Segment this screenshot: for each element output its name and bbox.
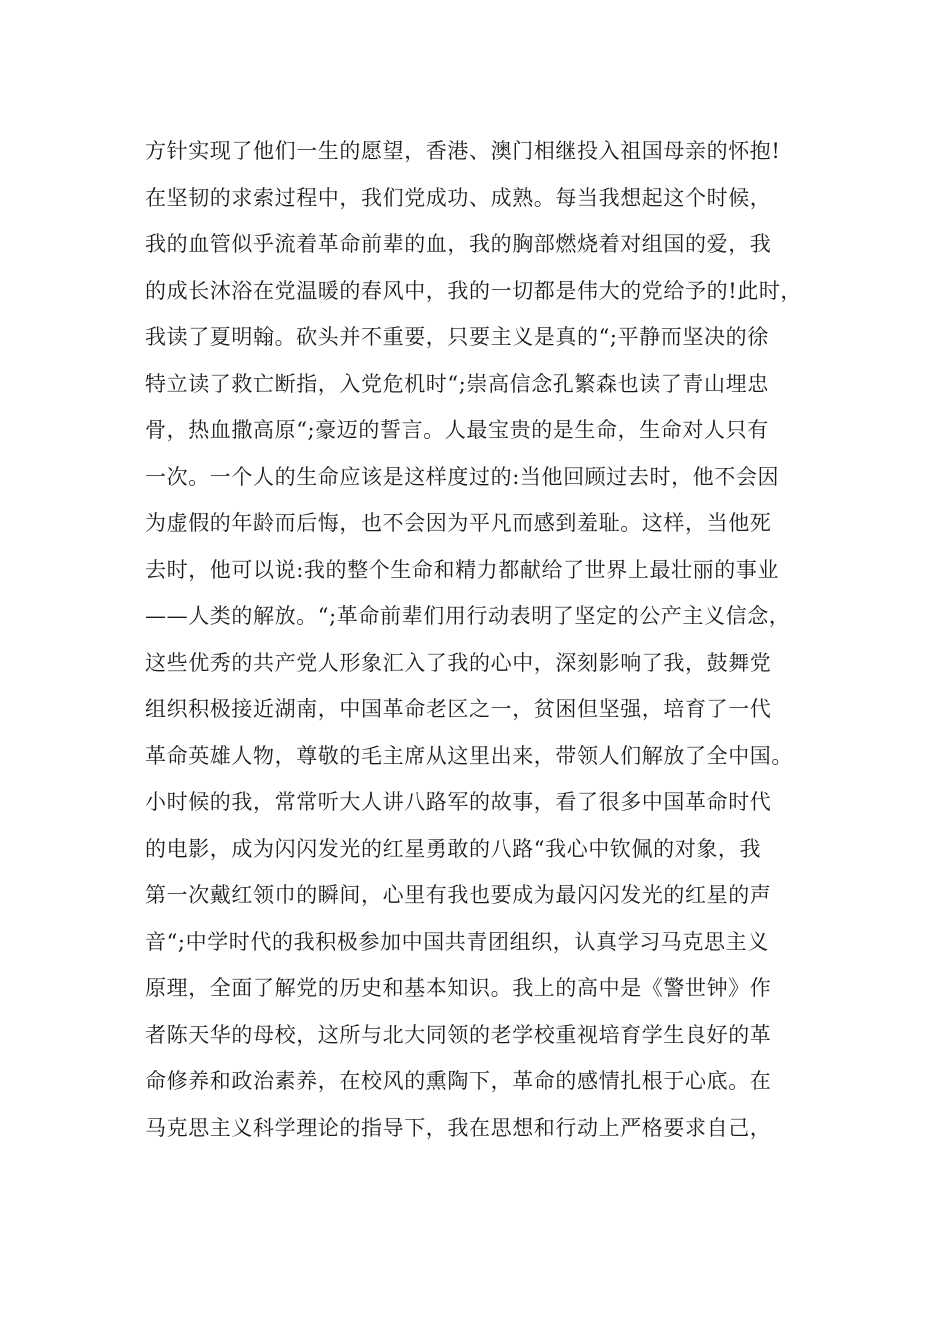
text-line: 革命英雄人物，尊敬的毛主席从这里出来，带领人们解放了全中国。 bbox=[145, 743, 793, 768]
text-line: ——人类的解放。“;革命前辈们用行动表明了坚定的公产主义信念， bbox=[145, 604, 791, 628]
text-line: 小时候的我，常常听大人讲八路军的故事，看了很多中国革命时代 bbox=[145, 790, 772, 814]
text-line: 者陈天华的母校，这所与北大同领的老学校重视培育学生良好的革 bbox=[145, 1022, 772, 1047]
text-line: 我读了夏明翰。砍头并不重要，只要主义是真的“;平静而坚决的徐 bbox=[145, 325, 769, 349]
text-line: 一次。一个人的生命应该是这样度过的:当他回顾过去时，他不会因 bbox=[145, 464, 780, 489]
text-line: 在坚韧的求索过程中，我们党成功、成熟。每当我想起这个时候， bbox=[145, 185, 772, 210]
text-line: 第一次戴红领巾的瞬间，心里有我也要成为最闪闪发光的红星的声 bbox=[145, 883, 772, 907]
text-line: 的成长沐浴在党温暖的春风中，我的一切都是伟大的党给予的!此时， bbox=[145, 278, 803, 303]
text-line: 方针实现了他们一生的愿望，香港、澳门相继投入祖国母亲的怀抱! bbox=[145, 139, 781, 163]
text-line: 音“;中学时代的我积极参加中国共青团组织，认真学习马克思主义 bbox=[145, 929, 769, 954]
text-line: 的电影，成为闪闪发光的红星勇敢的八路“我心中钦佩的对象，我 bbox=[145, 836, 762, 861]
text-line: 组织积极接近湖南，中国革命老区之一，贫困但坚强，培育了一代 bbox=[145, 697, 772, 721]
text-line: 马克思主义科学理论的指导下，我在思想和行动上严格要求自己， bbox=[145, 1115, 772, 1140]
text-line: 我的血管似乎流着革命前辈的血，我的胸部燃烧着对组国的爱，我 bbox=[145, 232, 772, 256]
text-line: 骨，热血撒高原“;豪迈的誓言。人最宝贵的是生命，生命对人只有 bbox=[145, 418, 769, 442]
text-line: 这些优秀的共产党人形象汇入了我的心中，深刻影响了我，鼓舞党 bbox=[145, 650, 772, 675]
text-line: 为虚假的年龄而后悔，也不会因为平凡而感到羞耻。这样，当他死 bbox=[145, 511, 772, 535]
body-paragraph bbox=[145, 128, 825, 1151]
text-line: 去时，他可以说:我的整个生命和精力都献给了世界上最壮丽的事业 bbox=[145, 557, 780, 582]
text-line: 特立读了救亡断指，入党危机时“;崇高信念孔繁森也读了青山埋忠 bbox=[145, 371, 769, 396]
text-line: 命修养和政治素养，在校风的熏陶下，革命的感情扎根于心底。在 bbox=[145, 1069, 772, 1093]
text-line: 原理，全面了解党的历史和基本知识。我上的高中是《警世钟》作 bbox=[145, 976, 772, 1000]
